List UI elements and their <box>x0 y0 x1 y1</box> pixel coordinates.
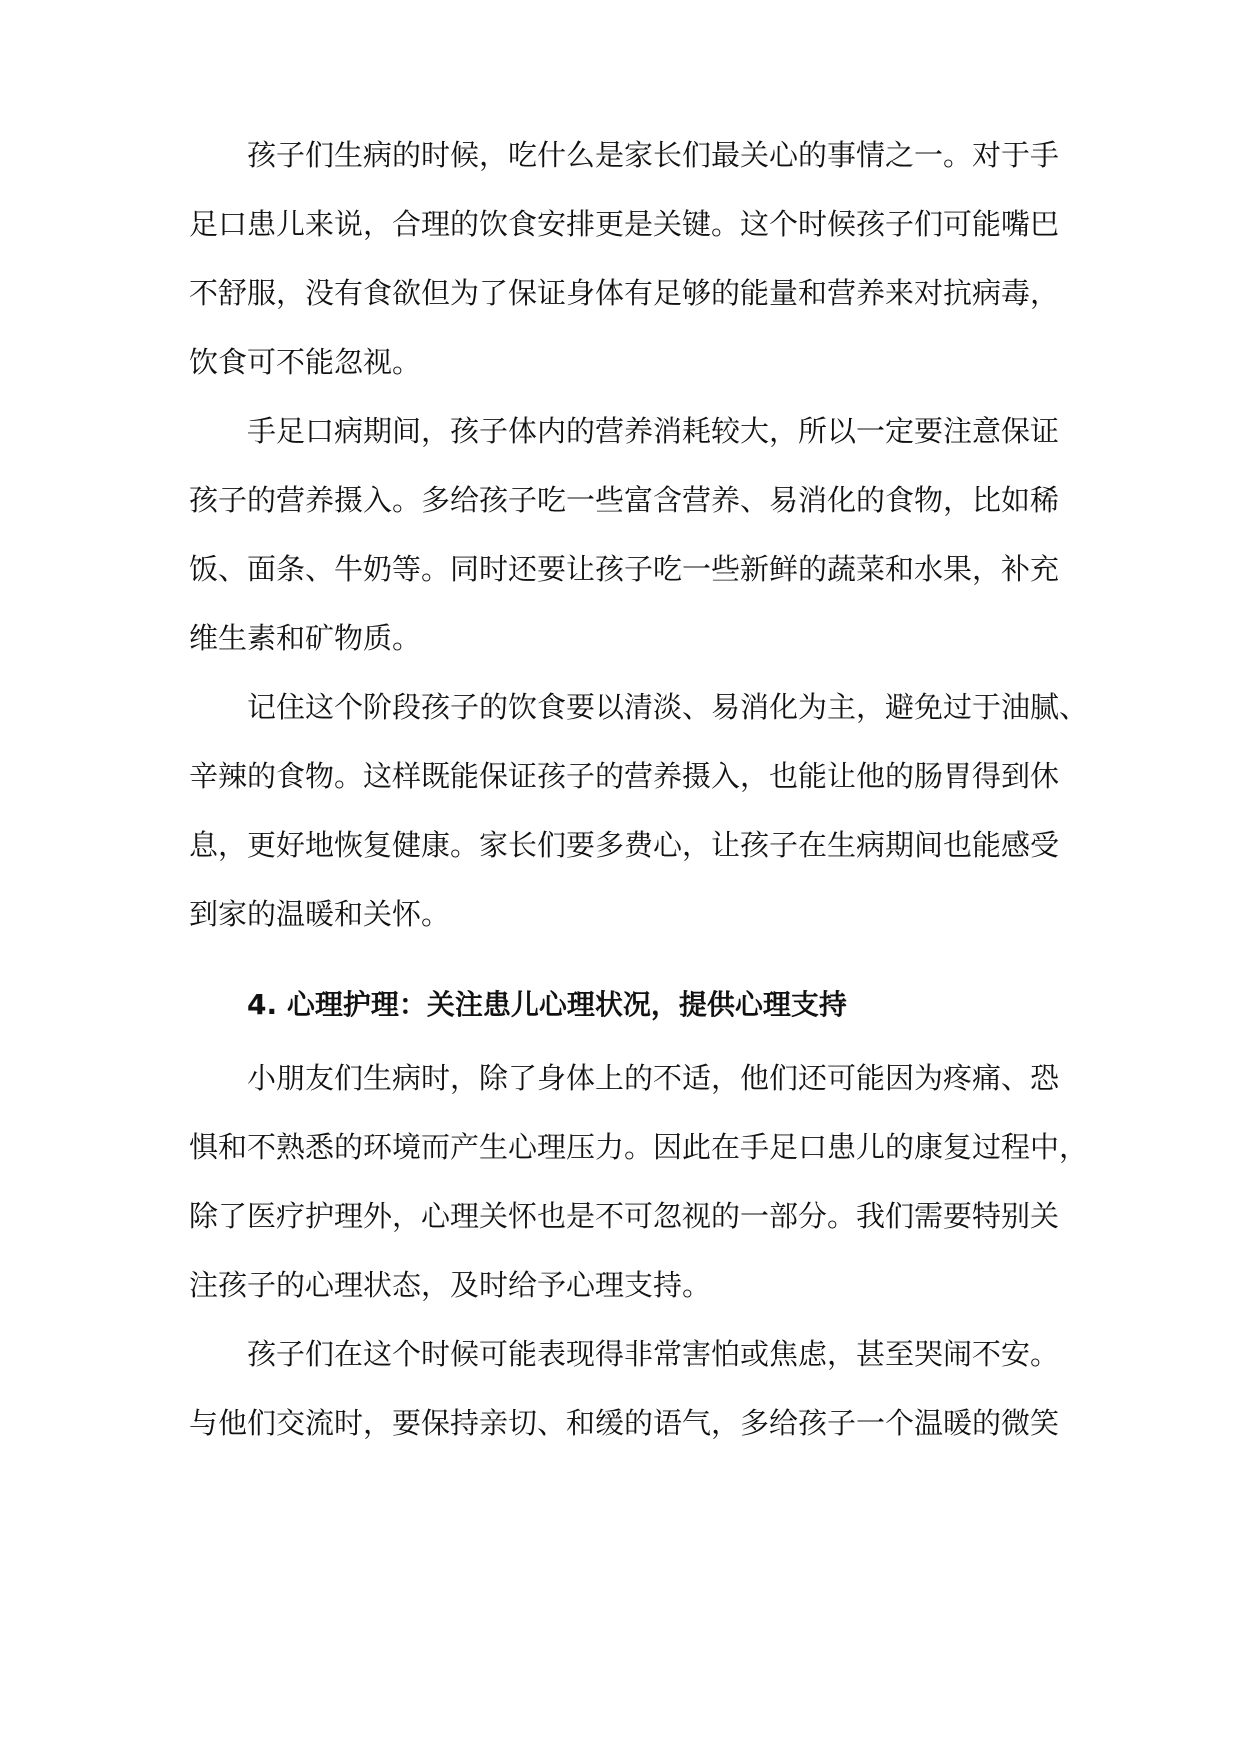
section-paragraph-1-line-2: 惧和不熟悉的环境而产生心理压力。因此在手足口患儿的康复过程中， <box>189 1130 1089 1164</box>
paragraph-2-line-2: 孩子的营养摄入。多给孩子吃一些富含营养、易消化的食物，比如稀 <box>189 483 1060 517</box>
paragraph-3-line-3: 息，更好地恢复健康。家长们要多费心，让孩子在生病期间也能感受 <box>189 828 1060 862</box>
section-paragraph-1-line-3: 除了医疗护理外，心理关怀也是不可忽视的一部分。我们需要特别关 <box>189 1199 1060 1233</box>
section-paragraph-2-line-2: 与他们交流时，要保持亲切、和缓的语气，多给孩子一个温暖的微笑 <box>189 1406 1060 1440</box>
paragraph-2-line-1: 手足口病期间，孩子体内的营养消耗较大，所以一定要注意保证 <box>247 414 1060 448</box>
section-paragraph-1-line-1: 小朋友们生病时，除了身体上的不适，他们还可能因为疼痛、恐 <box>247 1061 1060 1095</box>
paragraph-2-line-3: 饭、面条、牛奶等。同时还要让孩子吃一些新鲜的蔬菜和水果，补充 <box>189 552 1060 586</box>
paragraph-3-line-4: 到家的温暖和关怀。 <box>189 897 451 931</box>
paragraph-1-line-3: 不舒服，没有食欲但为了保证身体有足够的能量和营养来对抗病毒， <box>189 276 1060 310</box>
paragraph-3-line-1: 记住这个阶段孩子的饮食要以清淡、易消化为主，避免过于油腻、 <box>247 690 1089 724</box>
paragraph-1-line-2: 足口患儿来说，合理的饮食安排更是关键。这个时候孩子们可能嘴巴 <box>189 207 1060 241</box>
paragraph-2-line-4: 维生素和矿物质。 <box>189 621 422 655</box>
paragraph-3-line-2: 辛辣的食物。这样既能保证孩子的营养摄入，也能让他的肠胃得到休 <box>189 759 1060 793</box>
section-heading: 4. 心理护理：关注患儿心理状况，提供心理支持 <box>247 988 847 1021</box>
paragraph-1-line-1: 孩子们生病的时候，吃什么是家长们最关心的事情之一。对于手 <box>247 138 1060 172</box>
paragraph-1-line-4: 饮食可不能忽视。 <box>189 345 422 379</box>
section-paragraph-1-line-4: 注孩子的心理状态，及时给予心理支持。 <box>189 1268 712 1302</box>
section-paragraph-2-line-1: 孩子们在这个时候可能表现得非常害怕或焦虑，甚至哭闹不安。 <box>247 1337 1060 1371</box>
